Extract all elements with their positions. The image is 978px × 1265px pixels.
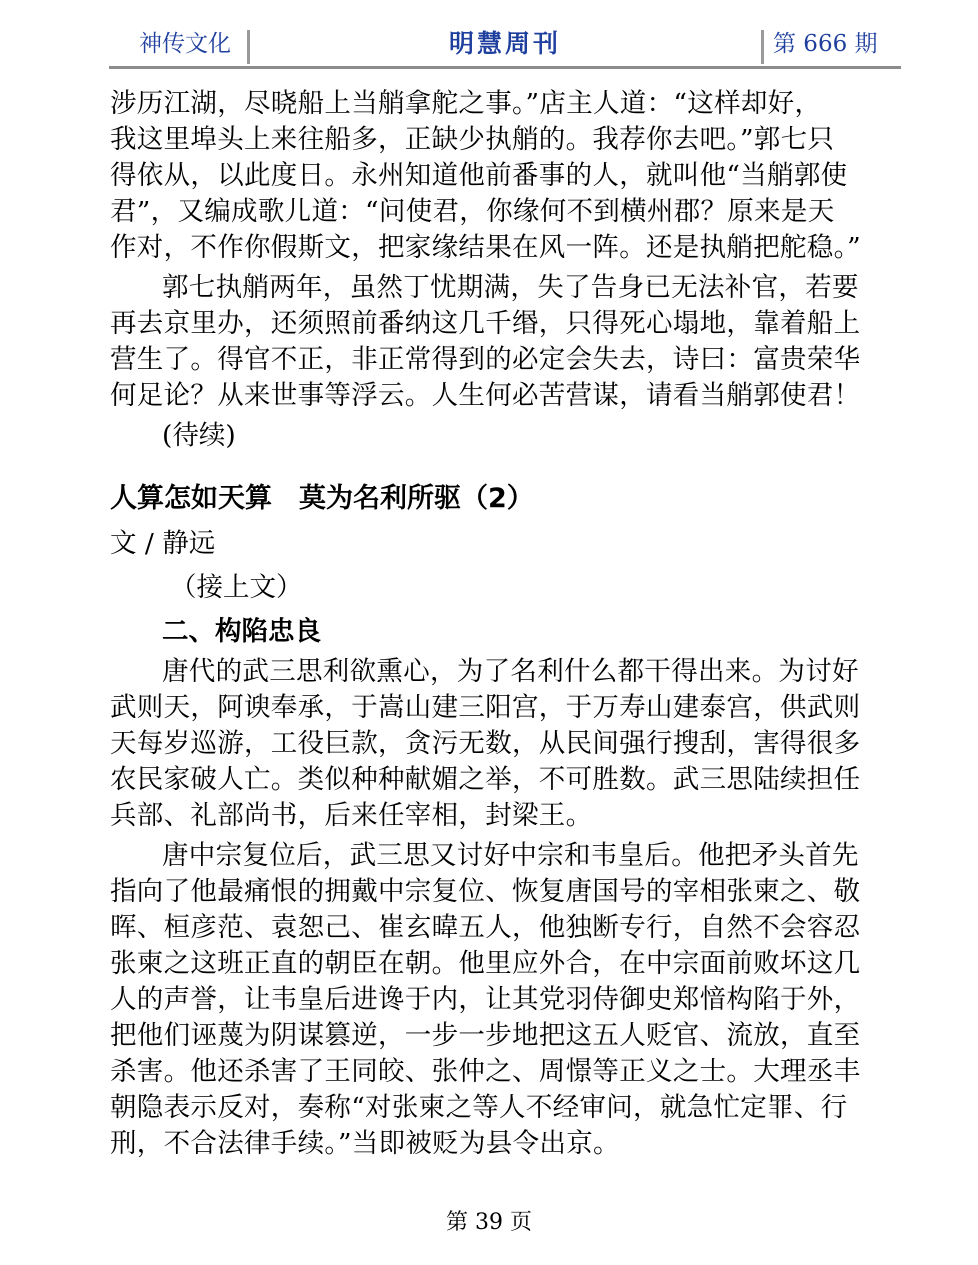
header-section-label: 神传文化 [139,31,231,57]
header-divider-right [761,30,764,64]
text-line: 武则天，阿谀奉承，于嵩山建三阳宫，于万寿山建泰宫，供武则 [110,692,861,723]
text-line: 何足论？从来世事等浮云。人生何必苦营谋，请看当艄郭使君！ [110,380,861,411]
text-line: 唐代的武三思利欲熏心，为了名利什么都干得出来。为讨好 [162,656,859,687]
to-be-continued: (待续) [162,420,236,451]
text-line: 得依从，以此度日。永州知道他前番事的人，就叫他“当艄郭使 [110,160,848,191]
text-line: 把他们诬蔑为阴谋篡逆，一步一步地把这五人贬官、流放，直至 [110,1020,861,1051]
text-line: 朝隐表示反对，奏称“对张柬之等人不经审问，就急忙定罪、行 [110,1092,848,1123]
article-byline: 文 / 静远 [110,528,216,559]
text-line: 杀害。他还杀害了王同皎、张仲之、周憬等正义之士。大理丞丰 [110,1056,861,1087]
header-rule [109,66,901,69]
publication-title: 明慧周刊 [448,29,561,58]
continued-note: （接上文） [170,572,303,603]
text-line: 君”，又编成歌儿道：“问使君，你缘何不到横州郡？原来是天 [110,196,835,227]
text-line: 晖、桓彦范、袁恕己、崔玄暐五人，他独断专行，自然不会容忍 [110,912,861,943]
article-title: 人算怎如天算 莫为名利所驱（2） [110,483,534,514]
page-header [109,24,901,68]
issue-number: 第 666 期 [773,31,878,57]
text-line: 人的声誉，让韦皇后进谗于内，让其党羽侍御史郑愔构陷于外， [110,984,861,1015]
previous-article-continuation [110,86,896,458]
text-line: 天每岁巡游，工役巨款，贪污无数，从民间强行搜刮，害得很多 [110,728,861,759]
article [110,476,896,1162]
page-content [110,86,896,1162]
text-line: 郭七执艄两年，虽然丁忧期满，失了告身已无法补官，若要 [162,272,859,303]
text-line: 刑，不合法律手续。”当即被贬为县令出京。 [110,1128,620,1159]
text-line: 营生了。得官不正，非正常得到的必定会失去，诗曰：富贵荣华 [110,344,861,375]
page-number: 第 39 页 [446,1210,532,1235]
text-line: 作对，不作你假斯文，把家缘结果在风一阵。还是执艄把舵稳。” [110,232,861,263]
text-line: 指向了他最痛恨的拥戴中宗复位、恢复唐国号的宰相张柬之、敬 [110,876,861,907]
text-line: 我这里埠头上来往船多，正缺少执艄的。我荐你去吧。”郭七只 [110,124,835,155]
text-line: 张柬之这班正直的朝臣在朝。他里应外合，在中宗面前败坏这几 [110,948,861,979]
text-line: 兵部、礼部尚书，后来任宰相，封梁王。 [110,800,593,831]
text-line: 涉历江湖，尽晓船上当艄拿舵之事。”店主人道：“这样却好， [110,88,822,119]
text-line: 再去京里办，还须照前番纳这几千缗，只得死心塌地，靠着船上 [110,308,861,339]
text-line: 唐中宗复位后，武三思又讨好中宗和韦皇后。他把矛头首先 [162,840,859,871]
text-line: 农民家破人亡。类似种种献媚之举，不可胜数。武三思陆续担任 [110,764,861,795]
section-heading: 二、构陷忠良 [162,616,321,647]
